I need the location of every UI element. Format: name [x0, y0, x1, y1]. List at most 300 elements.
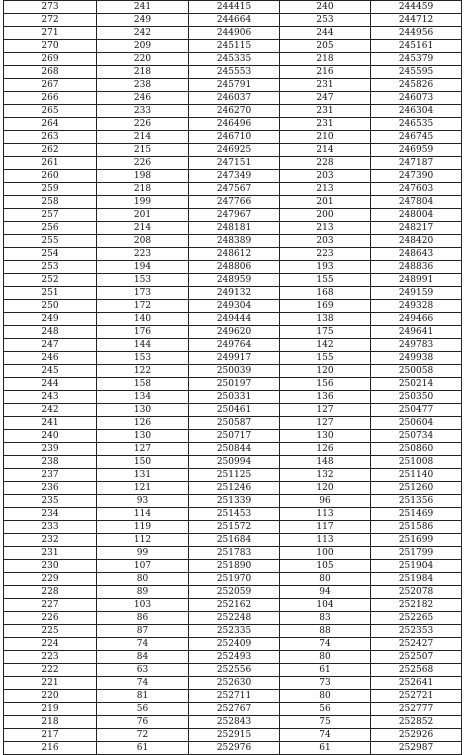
count-a-cell: 198 [97, 170, 189, 183]
count-b-cell: 80 [280, 690, 371, 703]
score-cell: 266 [4, 92, 97, 105]
count-a-cell: 140 [97, 313, 189, 326]
count-b-cell: 75 [280, 716, 371, 729]
table-row [4, 703, 462, 716]
cumulative-b-cell: 246745 [371, 131, 462, 144]
cumulative-a-cell: 252335 [189, 625, 280, 638]
score-cell: 241 [4, 417, 97, 430]
cumulative-b-cell: 252777 [371, 703, 462, 716]
count-a-cell: 114 [97, 508, 189, 521]
cumulative-a-cell: 247349 [189, 170, 280, 183]
score-cell: 229 [4, 573, 97, 586]
cumulative-b-cell: 252987 [371, 742, 462, 755]
cumulative-b-cell: 244956 [371, 27, 462, 40]
score-cell: 253 [4, 261, 97, 274]
count-a-cell: 241 [97, 1, 189, 14]
cumulative-b-cell: 248217 [371, 222, 462, 235]
table-row [4, 638, 462, 651]
count-a-cell: 130 [97, 404, 189, 417]
score-cell: 268 [4, 66, 97, 79]
count-b-cell: 73 [280, 677, 371, 690]
count-b-cell: 127 [280, 417, 371, 430]
count-b-cell: 244 [280, 27, 371, 40]
count-b-cell: 247 [280, 92, 371, 105]
table-row [4, 79, 462, 92]
table-row [4, 534, 462, 547]
count-a-cell: 56 [97, 703, 189, 716]
cumulative-b-cell: 249783 [371, 339, 462, 352]
count-b-cell: 203 [280, 235, 371, 248]
score-cell: 223 [4, 651, 97, 664]
cumulative-b-cell: 247603 [371, 183, 462, 196]
cumulative-b-cell: 252427 [371, 638, 462, 651]
score-cell: 264 [4, 118, 97, 131]
cumulative-b-cell: 252926 [371, 729, 462, 742]
score-cell: 216 [4, 742, 97, 755]
count-a-cell: 226 [97, 118, 189, 131]
count-b-cell: 205 [280, 40, 371, 53]
cumulative-b-cell: 250477 [371, 404, 462, 417]
cumulative-a-cell: 251970 [189, 573, 280, 586]
cumulative-b-cell: 248991 [371, 274, 462, 287]
count-b-cell: 168 [280, 287, 371, 300]
count-a-cell: 63 [97, 664, 189, 677]
cumulative-a-cell: 246270 [189, 105, 280, 118]
count-a-cell: 215 [97, 144, 189, 157]
count-a-cell: 76 [97, 716, 189, 729]
count-b-cell: 132 [280, 469, 371, 482]
cumulative-b-cell: 251904 [371, 560, 462, 573]
cumulative-a-cell: 252843 [189, 716, 280, 729]
cumulative-a-cell: 250197 [189, 378, 280, 391]
count-b-cell: 113 [280, 534, 371, 547]
count-a-cell: 246 [97, 92, 189, 105]
count-a-cell: 172 [97, 300, 189, 313]
cumulative-a-cell: 246925 [189, 144, 280, 157]
score-cell: 236 [4, 482, 97, 495]
score-cell: 219 [4, 703, 97, 716]
score-cell: 270 [4, 40, 97, 53]
score-cell: 261 [4, 157, 97, 170]
table-row [4, 547, 462, 560]
count-b-cell: 105 [280, 560, 371, 573]
count-a-cell: 153 [97, 274, 189, 287]
count-a-cell: 199 [97, 196, 189, 209]
score-cell: 231 [4, 547, 97, 560]
table-row [4, 1, 462, 14]
score-cell: 232 [4, 534, 97, 547]
score-cell: 271 [4, 27, 97, 40]
count-a-cell: 233 [97, 105, 189, 118]
count-b-cell: 156 [280, 378, 371, 391]
score-cell: 245 [4, 365, 97, 378]
table-row [4, 66, 462, 79]
count-a-cell: 127 [97, 443, 189, 456]
count-a-cell: 122 [97, 365, 189, 378]
table-row [4, 469, 462, 482]
table-row [4, 482, 462, 495]
cumulative-a-cell: 251453 [189, 508, 280, 521]
table-row [4, 222, 462, 235]
cumulative-a-cell: 252976 [189, 742, 280, 755]
count-b-cell: 213 [280, 183, 371, 196]
cumulative-a-cell: 252248 [189, 612, 280, 625]
table-row [4, 625, 462, 638]
cumulative-a-cell: 250587 [189, 417, 280, 430]
cumulative-a-cell: 245553 [189, 66, 280, 79]
cumulative-a-cell: 245115 [189, 40, 280, 53]
count-a-cell: 218 [97, 66, 189, 79]
table-row [4, 443, 462, 456]
count-b-cell: 138 [280, 313, 371, 326]
score-cell: 248 [4, 326, 97, 339]
cumulative-a-cell: 245335 [189, 53, 280, 66]
table-row [4, 404, 462, 417]
table-row [4, 664, 462, 677]
count-b-cell: 80 [280, 573, 371, 586]
count-a-cell: 249 [97, 14, 189, 27]
score-cell: 224 [4, 638, 97, 651]
cumulative-a-cell: 248612 [189, 248, 280, 261]
cumulative-b-cell: 252852 [371, 716, 462, 729]
cumulative-a-cell: 250461 [189, 404, 280, 417]
cumulative-a-cell: 247567 [189, 183, 280, 196]
cumulative-a-cell: 252409 [189, 638, 280, 651]
table-row [4, 690, 462, 703]
table-row [4, 417, 462, 430]
table-row [4, 560, 462, 573]
cumulative-b-cell: 247390 [371, 170, 462, 183]
cumulative-b-cell: 251469 [371, 508, 462, 521]
count-a-cell: 61 [97, 742, 189, 755]
count-a-cell: 126 [97, 417, 189, 430]
table-row [4, 261, 462, 274]
cumulative-b-cell: 249641 [371, 326, 462, 339]
count-a-cell: 93 [97, 495, 189, 508]
cumulative-b-cell: 251260 [371, 482, 462, 495]
table-row [4, 40, 462, 53]
count-a-cell: 208 [97, 235, 189, 248]
score-cell: 227 [4, 599, 97, 612]
cumulative-a-cell: 251783 [189, 547, 280, 560]
score-cell: 244 [4, 378, 97, 391]
count-a-cell: 89 [97, 586, 189, 599]
count-a-cell: 223 [97, 248, 189, 261]
score-cell: 259 [4, 183, 97, 196]
count-a-cell: 209 [97, 40, 189, 53]
score-cell: 239 [4, 443, 97, 456]
count-a-cell: 130 [97, 430, 189, 443]
cumulative-a-cell: 249917 [189, 352, 280, 365]
table-row [4, 131, 462, 144]
table-row [4, 365, 462, 378]
cumulative-a-cell: 252059 [189, 586, 280, 599]
count-a-cell: 119 [97, 521, 189, 534]
score-cell: 267 [4, 79, 97, 92]
cumulative-a-cell: 251684 [189, 534, 280, 547]
count-b-cell: 74 [280, 729, 371, 742]
cumulative-b-cell: 246535 [371, 118, 462, 131]
cumulative-b-cell: 244712 [371, 14, 462, 27]
table-row [4, 300, 462, 313]
table-row [4, 287, 462, 300]
score-cell: 237 [4, 469, 97, 482]
cumulative-a-cell: 246710 [189, 131, 280, 144]
score-cell: 265 [4, 105, 97, 118]
cumulative-b-cell: 251140 [371, 469, 462, 482]
count-a-cell: 150 [97, 456, 189, 469]
count-b-cell: 61 [280, 742, 371, 755]
count-a-cell: 153 [97, 352, 189, 365]
cumulative-a-cell: 251246 [189, 482, 280, 495]
cumulative-b-cell: 249328 [371, 300, 462, 313]
count-a-cell: 74 [97, 638, 189, 651]
cumulative-b-cell: 250214 [371, 378, 462, 391]
cumulative-a-cell: 250331 [189, 391, 280, 404]
cumulative-a-cell: 252767 [189, 703, 280, 716]
score-cell: 230 [4, 560, 97, 573]
count-b-cell: 104 [280, 599, 371, 612]
count-b-cell: 83 [280, 612, 371, 625]
cumulative-b-cell: 245826 [371, 79, 462, 92]
cumulative-a-cell: 251572 [189, 521, 280, 534]
cumulative-b-cell: 250350 [371, 391, 462, 404]
count-a-cell: 214 [97, 222, 189, 235]
table-row [4, 326, 462, 339]
score-cell: 222 [4, 664, 97, 677]
table-row [4, 378, 462, 391]
cumulative-b-cell: 252568 [371, 664, 462, 677]
count-a-cell: 242 [97, 27, 189, 40]
cumulative-a-cell: 249132 [189, 287, 280, 300]
count-b-cell: 216 [280, 66, 371, 79]
count-b-cell: 228 [280, 157, 371, 170]
score-distribution-table [3, 0, 462, 755]
cumulative-b-cell: 247804 [371, 196, 462, 209]
count-a-cell: 158 [97, 378, 189, 391]
table-row [4, 274, 462, 287]
count-b-cell: 88 [280, 625, 371, 638]
cumulative-b-cell: 252641 [371, 677, 462, 690]
count-b-cell: 96 [280, 495, 371, 508]
table-row [4, 105, 462, 118]
score-cell: 251 [4, 287, 97, 300]
table-row [4, 196, 462, 209]
count-a-cell: 218 [97, 183, 189, 196]
count-b-cell: 130 [280, 430, 371, 443]
score-cell: 256 [4, 222, 97, 235]
count-a-cell: 107 [97, 560, 189, 573]
table-row [4, 612, 462, 625]
score-cell: 228 [4, 586, 97, 599]
table-row [4, 573, 462, 586]
cumulative-a-cell: 250039 [189, 365, 280, 378]
count-a-cell: 194 [97, 261, 189, 274]
cumulative-a-cell: 251890 [189, 560, 280, 573]
cumulative-a-cell: 250717 [189, 430, 280, 443]
count-b-cell: 148 [280, 456, 371, 469]
count-b-cell: 142 [280, 339, 371, 352]
score-cell: 258 [4, 196, 97, 209]
count-a-cell: 74 [97, 677, 189, 690]
cumulative-a-cell: 249304 [189, 300, 280, 313]
cumulative-b-cell: 249938 [371, 352, 462, 365]
cumulative-b-cell: 252078 [371, 586, 462, 599]
score-cell: 220 [4, 690, 97, 703]
cumulative-b-cell: 252353 [371, 625, 462, 638]
score-cell: 269 [4, 53, 97, 66]
count-b-cell: 253 [280, 14, 371, 27]
cumulative-b-cell: 246959 [371, 144, 462, 157]
count-a-cell: 173 [97, 287, 189, 300]
cumulative-b-cell: 250860 [371, 443, 462, 456]
cumulative-a-cell: 252915 [189, 729, 280, 742]
score-cell: 225 [4, 625, 97, 638]
cumulative-a-cell: 248806 [189, 261, 280, 274]
cumulative-b-cell: 251008 [371, 456, 462, 469]
table-row [4, 27, 462, 40]
count-b-cell: 136 [280, 391, 371, 404]
cumulative-b-cell: 251984 [371, 573, 462, 586]
score-cell: 242 [4, 404, 97, 417]
cumulative-b-cell: 249466 [371, 313, 462, 326]
count-a-cell: 72 [97, 729, 189, 742]
table-row [4, 157, 462, 170]
cumulative-a-cell: 252630 [189, 677, 280, 690]
cumulative-a-cell: 250994 [189, 456, 280, 469]
cumulative-a-cell: 252493 [189, 651, 280, 664]
cumulative-b-cell: 248004 [371, 209, 462, 222]
count-b-cell: 193 [280, 261, 371, 274]
count-b-cell: 120 [280, 365, 371, 378]
score-cell: 218 [4, 716, 97, 729]
cumulative-b-cell: 248643 [371, 248, 462, 261]
table-body [4, 1, 462, 755]
cumulative-a-cell: 251125 [189, 469, 280, 482]
cumulative-a-cell: 252711 [189, 690, 280, 703]
count-b-cell: 155 [280, 352, 371, 365]
score-cell: 235 [4, 495, 97, 508]
cumulative-a-cell: 249620 [189, 326, 280, 339]
cumulative-b-cell: 251699 [371, 534, 462, 547]
score-cell: 260 [4, 170, 97, 183]
cumulative-a-cell: 247766 [189, 196, 280, 209]
count-b-cell: 218 [280, 53, 371, 66]
cumulative-a-cell: 247967 [189, 209, 280, 222]
count-a-cell: 226 [97, 157, 189, 170]
count-b-cell: 231 [280, 105, 371, 118]
score-cell: 252 [4, 274, 97, 287]
count-a-cell: 87 [97, 625, 189, 638]
table-row [4, 209, 462, 222]
cumulative-a-cell: 246037 [189, 92, 280, 105]
cumulative-a-cell: 251339 [189, 495, 280, 508]
count-a-cell: 144 [97, 339, 189, 352]
count-b-cell: 80 [280, 651, 371, 664]
score-cell: 272 [4, 14, 97, 27]
table-row [4, 92, 462, 105]
cumulative-b-cell: 250058 [371, 365, 462, 378]
cumulative-a-cell: 249764 [189, 339, 280, 352]
count-b-cell: 231 [280, 118, 371, 131]
count-b-cell: 61 [280, 664, 371, 677]
count-a-cell: 238 [97, 79, 189, 92]
score-cell: 262 [4, 144, 97, 157]
cumulative-a-cell: 248959 [189, 274, 280, 287]
cumulative-b-cell: 250734 [371, 430, 462, 443]
cumulative-b-cell: 245161 [371, 40, 462, 53]
cumulative-b-cell: 250604 [371, 417, 462, 430]
cumulative-a-cell: 248389 [189, 235, 280, 248]
score-cell: 254 [4, 248, 97, 261]
cumulative-a-cell: 250844 [189, 443, 280, 456]
count-b-cell: 100 [280, 547, 371, 560]
count-b-cell: 56 [280, 703, 371, 716]
cumulative-b-cell: 251799 [371, 547, 462, 560]
count-a-cell: 201 [97, 209, 189, 222]
table-row [4, 53, 462, 66]
score-cell: 221 [4, 677, 97, 690]
cumulative-a-cell: 244906 [189, 27, 280, 40]
cumulative-b-cell: 244459 [371, 1, 462, 14]
count-a-cell: 84 [97, 651, 189, 664]
count-a-cell: 220 [97, 53, 189, 66]
table-row [4, 248, 462, 261]
cumulative-a-cell: 244664 [189, 14, 280, 27]
cumulative-a-cell: 244415 [189, 1, 280, 14]
table-row [4, 508, 462, 521]
table-row [4, 339, 462, 352]
table-row [4, 183, 462, 196]
cumulative-b-cell: 252507 [371, 651, 462, 664]
count-a-cell: 134 [97, 391, 189, 404]
score-cell: 226 [4, 612, 97, 625]
cumulative-b-cell: 252265 [371, 612, 462, 625]
cumulative-b-cell: 252182 [371, 599, 462, 612]
count-b-cell: 203 [280, 170, 371, 183]
count-b-cell: 175 [280, 326, 371, 339]
count-b-cell: 74 [280, 638, 371, 651]
table-row [4, 742, 462, 755]
cumulative-a-cell: 245791 [189, 79, 280, 92]
cumulative-b-cell: 245379 [371, 53, 462, 66]
table-row [4, 495, 462, 508]
score-cell: 234 [4, 508, 97, 521]
table-row [4, 170, 462, 183]
cumulative-b-cell: 248836 [371, 261, 462, 274]
score-cell: 250 [4, 300, 97, 313]
table-row [4, 586, 462, 599]
count-a-cell: 103 [97, 599, 189, 612]
table-row [4, 729, 462, 742]
count-a-cell: 214 [97, 131, 189, 144]
table-row [4, 144, 462, 157]
cumulative-a-cell: 252162 [189, 599, 280, 612]
table-row [4, 352, 462, 365]
score-cell: 238 [4, 456, 97, 469]
count-b-cell: 201 [280, 196, 371, 209]
score-cell: 243 [4, 391, 97, 404]
count-b-cell: 169 [280, 300, 371, 313]
table-row [4, 118, 462, 131]
count-b-cell: 231 [280, 79, 371, 92]
score-cell: 247 [4, 339, 97, 352]
cumulative-b-cell: 252721 [371, 690, 462, 703]
count-b-cell: 127 [280, 404, 371, 417]
table-row [4, 235, 462, 248]
count-b-cell: 120 [280, 482, 371, 495]
table-row [4, 521, 462, 534]
